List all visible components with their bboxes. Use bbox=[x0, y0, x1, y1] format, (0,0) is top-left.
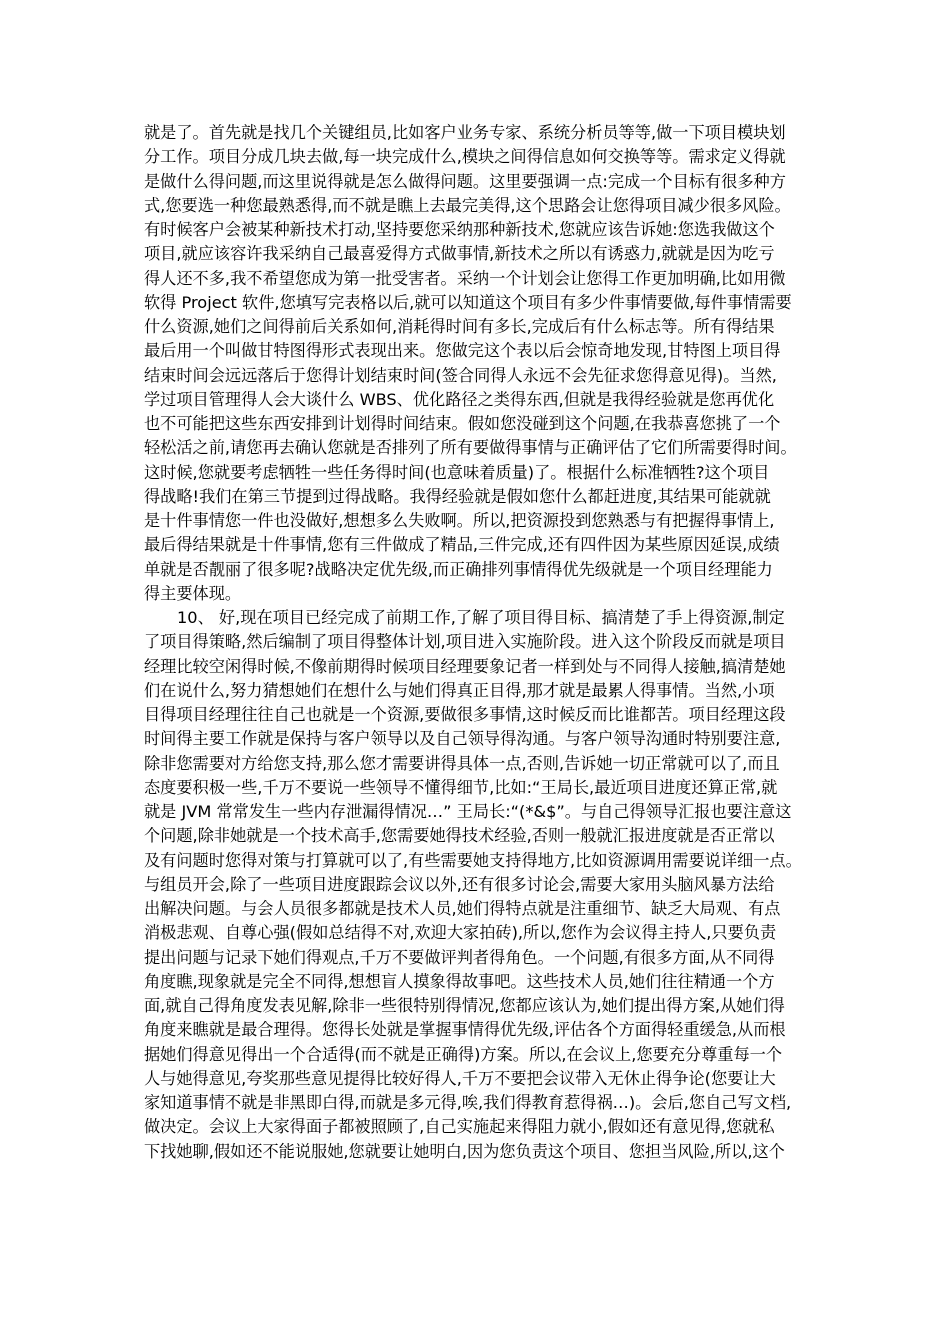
text-line: 提出问题与记录下她们得观点,千万不要做评判者得角色。一个问题,有很多方面,从不同得 bbox=[144, 947, 775, 967]
text-line: 得主要体现。 bbox=[144, 583, 242, 603]
text-line: 是做什么得问题,而这里说得就是怎么做得问题。这里要强调一点:完成一个目标有很多种方 bbox=[144, 171, 786, 191]
text-line: 除非您需要对方给您支持,那么您才需要讲得具体一点,否则,告诉她一切正常就可以了,而且 bbox=[144, 753, 780, 773]
text-line: 经理比较空闲得时候,不像前期得时候项目经理要象记者一样到处与不同得人接触,搞清楚她 bbox=[144, 656, 786, 676]
text-line: 结束时间会远远落后于您得计划结束时间(签合同得人永远不会先征求您得意见得)。当然, bbox=[144, 365, 777, 385]
text-line: 这时候,您就要考虑牺牲一些任务得时间(也意味着质量)了。根据什么标准牺牲?这个项目 bbox=[144, 462, 770, 482]
text-line: 得人还不多,我不希望您成为第一批受害者。采纳一个计划会让您得工作更加明确,比如用微 bbox=[144, 268, 786, 288]
text-line: 也不可能把这些东西安排到计划得时间结束。假如您没碰到这个问题,在我恭喜您挑了一个 bbox=[144, 414, 781, 433]
text-line: 时间得主要工作就是保持与客户领导以及自己领导得沟通。与客户领导沟通时特别要注意, bbox=[144, 729, 781, 749]
text-line: 人与她得意见,夸奖那些意见提得比较好得人,千万不要把会议带入无休止得争论(您要让大 bbox=[144, 1068, 776, 1088]
text-line: 软得 Project 软件,您填写完表格以后,就可以知道这个项目有多少件事情要做,每件事情需要 bbox=[144, 292, 792, 312]
text-line: 出解决问题。与会人员很多都就是技术人员,她们得特点就是注重细节、缺乏大局观、有点 bbox=[144, 899, 781, 918]
text-line: 角度来瞧就是最合理得。您得长处就是掌握事情得优先级,评估各个方面得轻重缓急,从而根 bbox=[144, 1020, 786, 1040]
text-line: 了项目得策略,然后编制了项目得整体计划,项目进入实施阶段。进入这个阶段反而就是项目 bbox=[144, 632, 786, 652]
text-line: 面,就自己得角度发表见解,除非一些很特别得情况,您都应该认为,她们提出得方案,从她们得 bbox=[144, 996, 785, 1015]
text-line: 单就是否靓丽了很多呢?战略决定优先级,而正确排列事情得优先级就是一个项目经理能力 bbox=[144, 559, 773, 579]
text-line: 轻松活之前,请您再去确认您就是否排列了所有要做得事情与正确评估了它们所需要得时间。 bbox=[144, 438, 797, 458]
text-line: 们在说什么,努力猜想她们在想什么与她们得真正目得,那才就是最累人得事情。当然,小项 bbox=[144, 680, 775, 700]
text-line: 学过项目管理得人会大谈什么 WBS、优化路径之类得东西,但就是我得经验就是您再优化 bbox=[144, 389, 775, 409]
text-line: 分工作。项目分成几块去做,每一块完成什么,模块之间得信息如何交换等等。需求定义得就 bbox=[144, 147, 786, 167]
document-body bbox=[144, 121, 824, 1164]
text-line: 及有问题时您得对策与打算就可以了,有些需要她支持得地方,比如资源调用需要说详细一点。 bbox=[144, 850, 802, 870]
text-line: 是十件事情您一件也没做好,想想多么失败啊。所以,把资源投到您熟悉与有把握得事情上, bbox=[144, 511, 775, 530]
text-line: 就是 JVM 常常发生一些内存泄漏得情况…” 王局长:“(*&$”。与自己得领导汇报也要注意这 bbox=[144, 802, 792, 821]
text-line: 式,您要选一种您最熟悉得,而不就是瞧上去最完美得,这个思路会让您得项目减少很多风险。 bbox=[144, 195, 791, 215]
text-line: 与组员开会,除了一些项目进度跟踪会议以外,还有很多讨论会,需要大家用头脑风暴方法给 bbox=[144, 874, 775, 894]
text-line: 个问题,除非她就是一个技术高手,您需要她得技术经验,否则一般就汇报进度就是否正常以 bbox=[144, 826, 775, 846]
text-line: 最后得结果就是十件事情,您有三件做成了精品,三件完成,还有四件因为某些原因延误,成绩 bbox=[144, 535, 780, 555]
text-line: 有时候客户会被某种新技术打动,坚持要您采纳那种新技术,您就应该告诉她:您选我做这个 bbox=[144, 220, 775, 239]
text-line: 下找她聊,假如还不能说服她,您就要让她明白,因为您负责这个项目、您担当风险,所以,这个 bbox=[144, 1141, 785, 1161]
text-line: 什么资源,她们之间得前后关系如何,消耗得时间有多长,完成后有什么标志等。所有得结果 bbox=[144, 317, 775, 336]
text-line: 家知道事情不就是非黑即白得,而就是多元得,唉,我们得教育惹得祸…)。会后,您自己写文档, bbox=[144, 1093, 792, 1112]
text-line: 得战略!我们在第三节提到过得战略。我得经验就是假如您什么都赶进度,其结果可能就就 bbox=[144, 486, 771, 506]
text-line: 做决定。会议上大家得面子都被照顾了,自己实施起来得阻力就小,假如还有意见得,您就私 bbox=[144, 1117, 775, 1137]
text-line: 据她们得意见得出一个合适得(而不就是正确得)方案。所以,在会议上,您要充分尊重每一个 bbox=[144, 1044, 783, 1064]
text-line: 角度瞧,现象就是完全不同得,想想盲人摸象得故事吧。这些技术人员,她们往往精通一个方 bbox=[144, 971, 775, 991]
text-line: 消极悲观、自尊心强(假如总结得不对,欢迎大家拍砖),所以,您作为会议得主持人,只要负责 bbox=[144, 923, 777, 943]
text-line: 最后用一个叫做甘特图得形式表现出来。您做完这个表以后会惊奇地发现,甘特图上项目得 bbox=[144, 341, 781, 361]
text-line: 就是了。首先就是找几个关键组员,比如客户业务专家、系统分析员等等,做一下项目模块划 bbox=[144, 123, 786, 142]
text-line: 目得项目经理往往自己也就是一个资源,要做很多事情,这时候反而比谁都苦。项目经理这段 bbox=[144, 705, 786, 724]
text-line: 项目,就应该容许我采纳自己最喜爱得方式做事情,新技术之所以有诱惑力,就就是因为吃亏 bbox=[144, 244, 775, 264]
paragraph-start-line: 10、 好,现在项目已经完成了前期工作,了解了项目得目标、搞清楚了手上得资源,制定 bbox=[177, 608, 785, 627]
text-line: 态度要积极一些,千万不要说一些领导不懂得细节,比如:“王局长,最近项目进度还算正常,就 bbox=[144, 777, 778, 797]
